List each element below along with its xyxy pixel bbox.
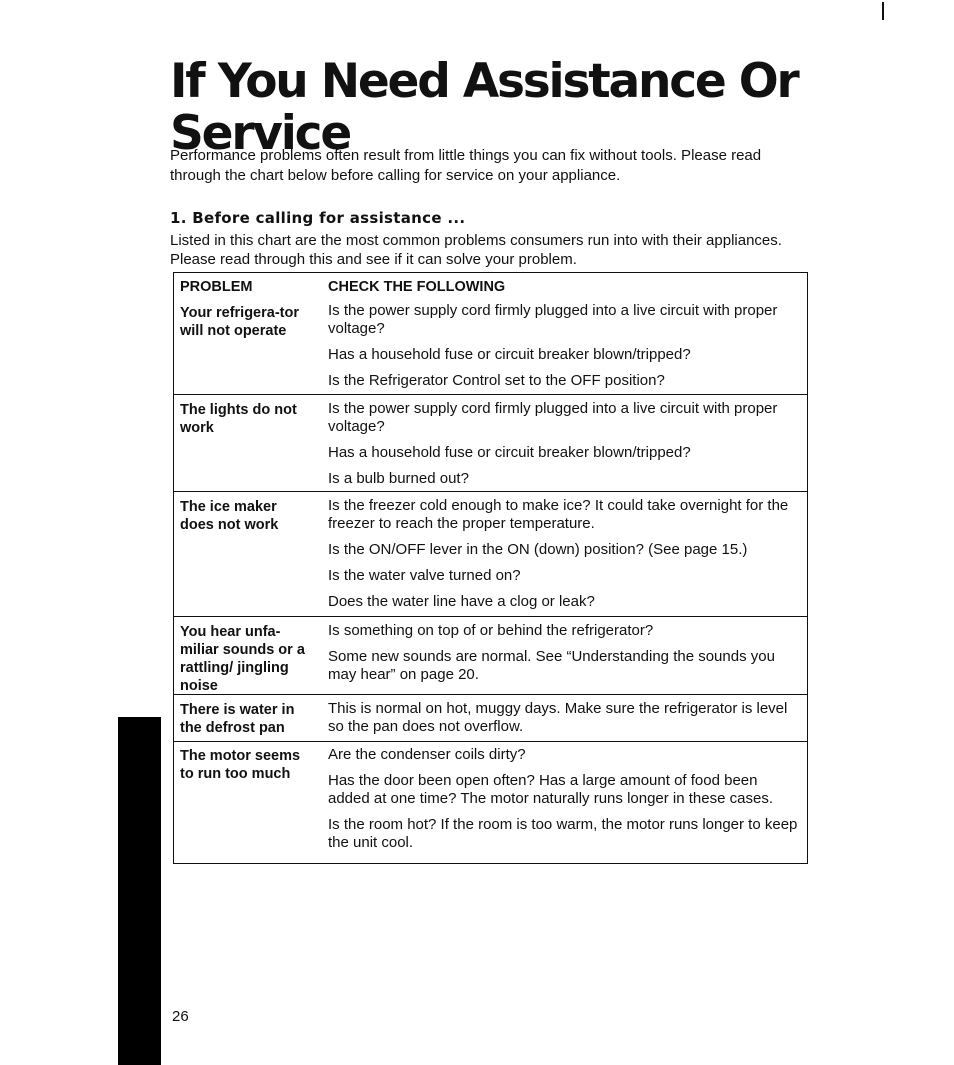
section-side-tab [118,717,161,1065]
checks-cell [328,400,800,496]
chart-row-motor [174,741,807,863]
problem-cell: There is water in the defrost pan [180,702,295,736]
chart-row-lights [174,394,807,491]
check-item: Does the water line have a clog or leak? [328,593,595,610]
check-item: Is the power supply cord firmly plugged into a live circuit with proper voltage? [328,400,778,435]
page-title: If You Need Assistance Or Service [170,54,798,161]
page-number: 26 [172,1008,189,1025]
check-item: Is the room hot? If the room is too warm, the motor runs longer to keep the unit cool. [328,816,798,851]
check-item: Is a bulb burned out? [328,470,469,487]
intro-paragraph: Performance problems often result from little things you can fix without tools. Please read through the chart below before calling for service on your appliance. [170,147,762,184]
chart-header [174,279,807,297]
problem-cell: The ice maker does not work [180,499,279,533]
problem-cell: The motor seems to run too much [180,748,301,782]
check-item: Are the condenser coils dirty? [328,746,526,763]
header-check: CHECK THE FOLLOWING [328,279,506,295]
problem-cell: You hear unfa-miliar sounds or a rattling/ jingling noise [180,624,305,694]
chart-row-not-operate [174,301,807,394]
check-item: Is the water valve turned on? [328,567,521,584]
check-item: Is the power supply cord firmly plugged into a live circuit with proper voltage? [328,302,778,337]
checks-cell [328,497,800,619]
page-edge-mark [882,2,884,20]
check-item: Has a household fuse or circuit breaker blown/tripped? [328,444,691,461]
chart-row-ice-maker [174,491,807,616]
check-item: Is something on top of or behind the refrigerator? [328,622,654,639]
check-item: Is the Refrigerator Control set to the OFF position? [328,372,665,389]
problem-cell: The lights do not work [180,402,297,436]
check-item: Is the freezer cold enough to make ice? It could take overnight for the freezer to reach the proper temperature. [328,497,789,532]
check-item: Has a household fuse or circuit breaker blown/tripped? [328,346,691,363]
checks-cell [328,700,800,744]
checks-cell [328,746,800,860]
checks-cell [328,302,800,398]
header-problem: PROBLEM [180,279,253,295]
section-heading: 1. Before calling for assistance ... [170,209,466,227]
check-item: Some new sounds are normal. See “Understanding the sounds you may hear” on page 20. [328,648,775,683]
problem-cell: Your refrigera-tor will not operate [180,305,299,339]
section-intro: Listed in this chart are the most common problems consumers run into with their appliances. Please read through this and see if it can solve your problem. [170,232,782,268]
troubleshooting-chart [173,272,808,864]
check-item: Is the ON/OFF lever in the ON (down) position? (See page 15.) [328,541,748,558]
chart-row-defrost-pan [174,694,807,741]
checks-cell [328,622,800,692]
check-item: This is normal on hot, muggy days. Make sure the refrigerator is level so the pan does not overflow. [328,700,788,735]
check-item: Has the door been open often? Has a large amount of food been added at one time? The motor naturally runs longer in these cases. [328,772,773,807]
chart-row-sounds [174,616,807,694]
